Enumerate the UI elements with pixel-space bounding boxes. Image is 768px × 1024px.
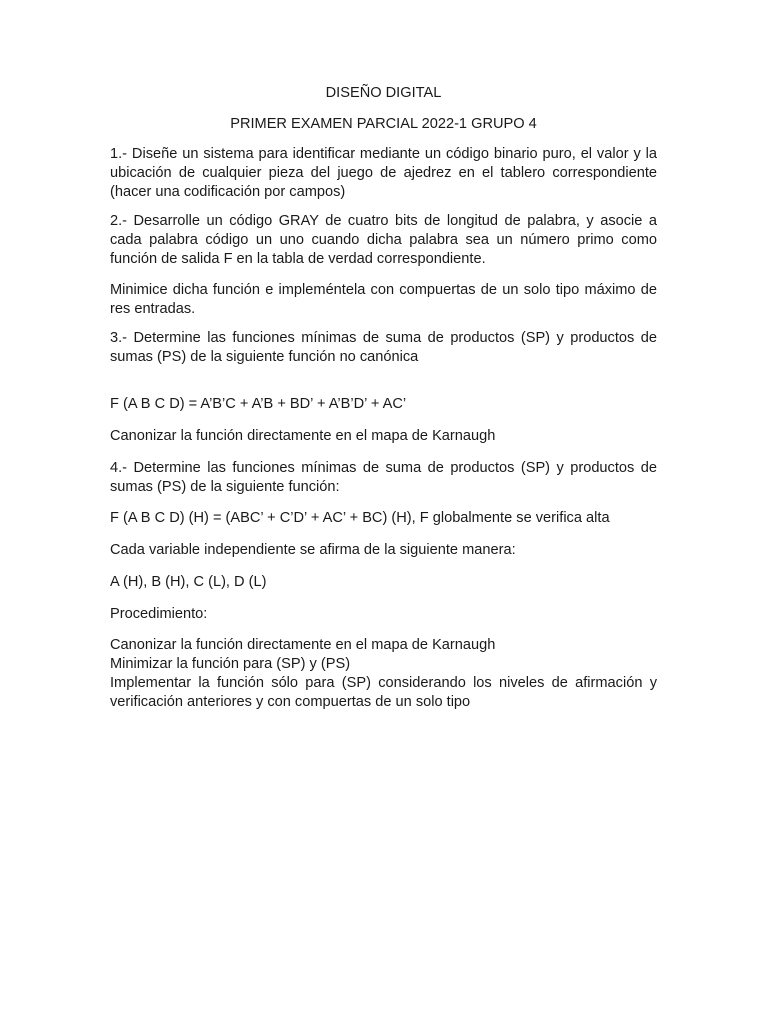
question-4-vars: A (H), B (H), C (L), D (L) [110,574,267,590]
question-4-formula: F (A B C D) (H) = (ABC’ + C’D’ + AC’ + BC) (H), F globalmente se verifica alta [110,510,610,526]
question-3-formula: F (A B C D) = A’B’C + A’B + BD’ + A’B’D’ + AC’ [110,396,407,412]
document-content [110,84,657,712]
question-3: 3.- Determine las funciones mínimas de suma de productos (SP) y productos de sumas (PS) de la siguiente función no canónica [110,330,657,365]
document-title: DISEÑO DIGITAL [325,85,442,101]
document-subtitle: PRIMER EXAMEN PARCIAL 2022-1 GRUPO 4 [230,116,537,132]
question-3-note: Canonizar la función directamente en el mapa de Karnaugh [110,428,496,444]
procedure-step: Minimizar la función para (SP) y (PS) [110,656,351,672]
question-4: 4.- Determine las funciones mínimas de suma de productos (SP) y productos de sumas (PS) de la siguiente función: [110,460,657,495]
procedure-label: Procedimiento: [110,606,208,622]
question-1: 1.- Diseñe un sistema para identificar mediante un código binario puro, el valor y la ubicación de cualquier pieza del juego de ajedrez en el tablero correspondiente (hacer una codificación por campos) [110,146,657,200]
question-2: 2.- Desarrolle un código GRAY de cuatro bits de longitud de palabra, y asocie a cada palabra código un uno cuando dicha palabra sea un número primo como función de salida F en la tabla de verdad correspondiente. [110,213,657,267]
procedure-step: Canonizar la función directamente en el mapa de Karnaugh [110,637,496,653]
question-2-part-b: Minimice dicha función e impleméntela con compuertas de un solo tipo máximo de res entradas. [110,282,657,317]
procedure-step: Implementar la función sólo para (SP) considerando los niveles de afirmación y verificación anteriores y con compuertas de un solo tipo [110,675,657,710]
question-4-note: Cada variable independiente se afirma de la siguiente manera: [110,542,516,558]
